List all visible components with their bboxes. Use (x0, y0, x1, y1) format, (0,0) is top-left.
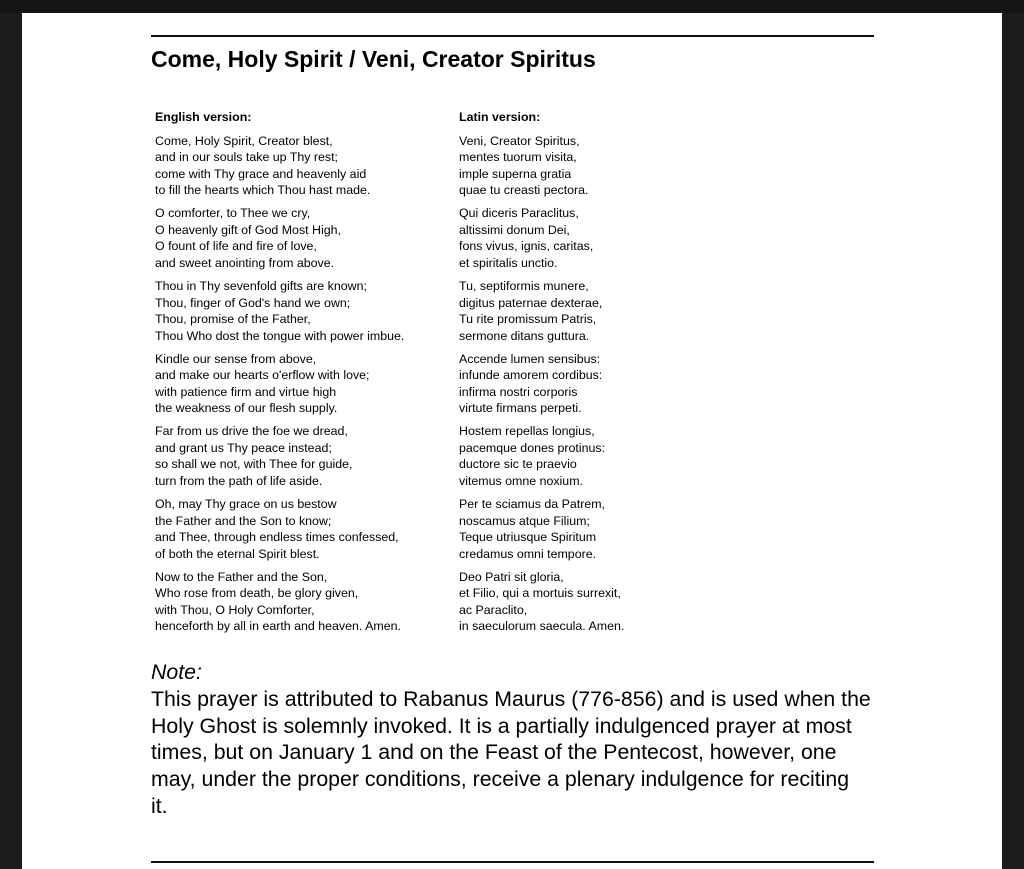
verse-line: Thou, finger of God's hand we own; (155, 295, 351, 310)
verse-line: turn from the path of life aside. (155, 474, 323, 489)
verse-line: pacemque dones protinus: (459, 440, 606, 455)
verse-line: in saeculorum saecula. Amen. (459, 619, 625, 634)
verse-line: infunde amorem cordibus: (459, 368, 603, 383)
verse-line: the weakness of our flesh supply. (155, 401, 338, 416)
verse-line: Tu, septiformis munere, (459, 278, 589, 293)
verse-line: and make our hearts o'erflow with love; (155, 368, 370, 383)
verse-line: et Filio, qui a mortuis surrexit, (459, 586, 621, 601)
latin-column (459, 109, 759, 641)
stanza (155, 496, 455, 562)
verse-line: ductore sic te praevio (459, 457, 577, 472)
verse-line: Thou, promise of the Father, (155, 312, 311, 327)
verse-line: Veni, Creator Spiritus, (459, 133, 580, 148)
verse-line: Teque utriusque Spiritum (459, 530, 597, 545)
note-heading: Note: (151, 660, 202, 684)
verse-line: Far from us drive the foe we dread, (155, 424, 348, 439)
stanza (459, 569, 759, 635)
verse-line: of both the eternal Spirit blest. (155, 546, 320, 561)
verse-line: noscamus atque Filium; (459, 513, 590, 528)
verse-line: O comforter, to Thee we cry, (155, 206, 311, 221)
verse-line: Thou Who dost the tongue with power imbue. (155, 328, 405, 343)
verse-line: the Father and the Son to know; (155, 513, 332, 528)
latin-stanzas (459, 133, 759, 635)
stanza (155, 569, 455, 635)
top-divider (151, 35, 874, 37)
verse-line: vitemus omne noxium. (459, 474, 583, 489)
bottom-divider (151, 861, 874, 863)
english-stanzas (155, 133, 455, 635)
verse-line: with patience firm and virtue high (155, 384, 337, 399)
verse-line: et spiritalis unctio. (459, 256, 558, 271)
verse-line: Accende lumen sensibus: (459, 351, 601, 366)
verse-line: Thou in Thy sevenfold gifts are known; (155, 278, 367, 293)
verse-line: so shall we not, with Thee for guide, (155, 457, 353, 472)
verse-line: quae tu creasti pectora. (459, 183, 589, 198)
verse-line: and in our souls take up Thy rest; (155, 150, 338, 165)
viewer-top-bar (0, 0, 1024, 13)
english-column (155, 109, 455, 641)
verse-line: come with Thy grace and heavenly aid (155, 166, 367, 181)
verse-line: and Thee, through endless times confessed, (155, 530, 399, 545)
stanza (155, 133, 455, 199)
stanza (459, 133, 759, 199)
verse-line: and sweet anointing from above. (155, 256, 335, 271)
english-heading: English version: (155, 110, 252, 124)
verse-line: with Thou, O Holy Comforter, (155, 602, 315, 617)
verse-line: Kindle our sense from above, (155, 351, 317, 366)
verse-line: and grant us Thy peace instead; (155, 440, 332, 455)
stanza (155, 351, 455, 417)
page-title: Come, Holy Spirit / Veni, Creator Spiritus (151, 46, 596, 72)
stanza (459, 423, 759, 489)
stanza (459, 278, 759, 344)
verse-line: mentes tuorum visita, (459, 150, 577, 165)
verse-line: sermone ditans guttura. (459, 328, 590, 343)
latin-heading: Latin version: (459, 110, 541, 124)
stanza (459, 351, 759, 417)
verse-line: fons vivus, ignis, caritas, (459, 239, 594, 254)
verse-line: Qui diceris Paraclitus, (459, 206, 579, 221)
verse-line: Hostem repellas longius, (459, 424, 595, 439)
verse-line: to fill the hearts which Thou hast made. (155, 183, 371, 198)
stanza (459, 496, 759, 562)
verse-line: Deo Patri sit gloria, (459, 569, 564, 584)
verse-line: virtute firmans perpeti. (459, 401, 582, 416)
verse-line: Per te sciamus da Patrem, (459, 496, 605, 511)
verse-line: Tu rite promissum Patris, (459, 312, 597, 327)
verse-line: Now to the Father and the Son, (155, 569, 328, 584)
stanza (155, 423, 455, 489)
verse-line: altissimi donum Dei, (459, 222, 570, 237)
stanza (155, 205, 455, 271)
verse-line: O fount of life and fire of love, (155, 239, 317, 254)
verse-line: ac Paraclito, (459, 602, 528, 617)
verse-line: imple superna gratia (459, 166, 572, 181)
note-body: This prayer is attributed to Rabanus Maurus (776-856) and is used when the Holy Ghost is solemnly invoked. It is a partially indulgenced prayer at most times, but on January 1 and on the Feast of the Pentecost, however, one may, under the proper conditions, receive a plenary indulgence for reciting it. (151, 686, 871, 818)
verse-line: Oh, may Thy grace on us bestow (155, 496, 337, 511)
verse-line: infirma nostri corporis (459, 384, 578, 399)
verse-line: O heavenly gift of God Most High, (155, 222, 341, 237)
stanza (459, 205, 759, 271)
verse-line: henceforth by all in earth and heaven. Amen. (155, 619, 401, 634)
note-section (151, 659, 871, 820)
verse-line: Who rose from death, be glory given, (155, 586, 359, 601)
verse-line: credamus omni tempore. (459, 546, 597, 561)
verse-line: digitus paternae dexterae, (459, 295, 603, 310)
stanza (155, 278, 455, 344)
document-page[interactable] (22, 13, 1002, 869)
verse-line: Come, Holy Spirit, Creator blest, (155, 133, 333, 148)
